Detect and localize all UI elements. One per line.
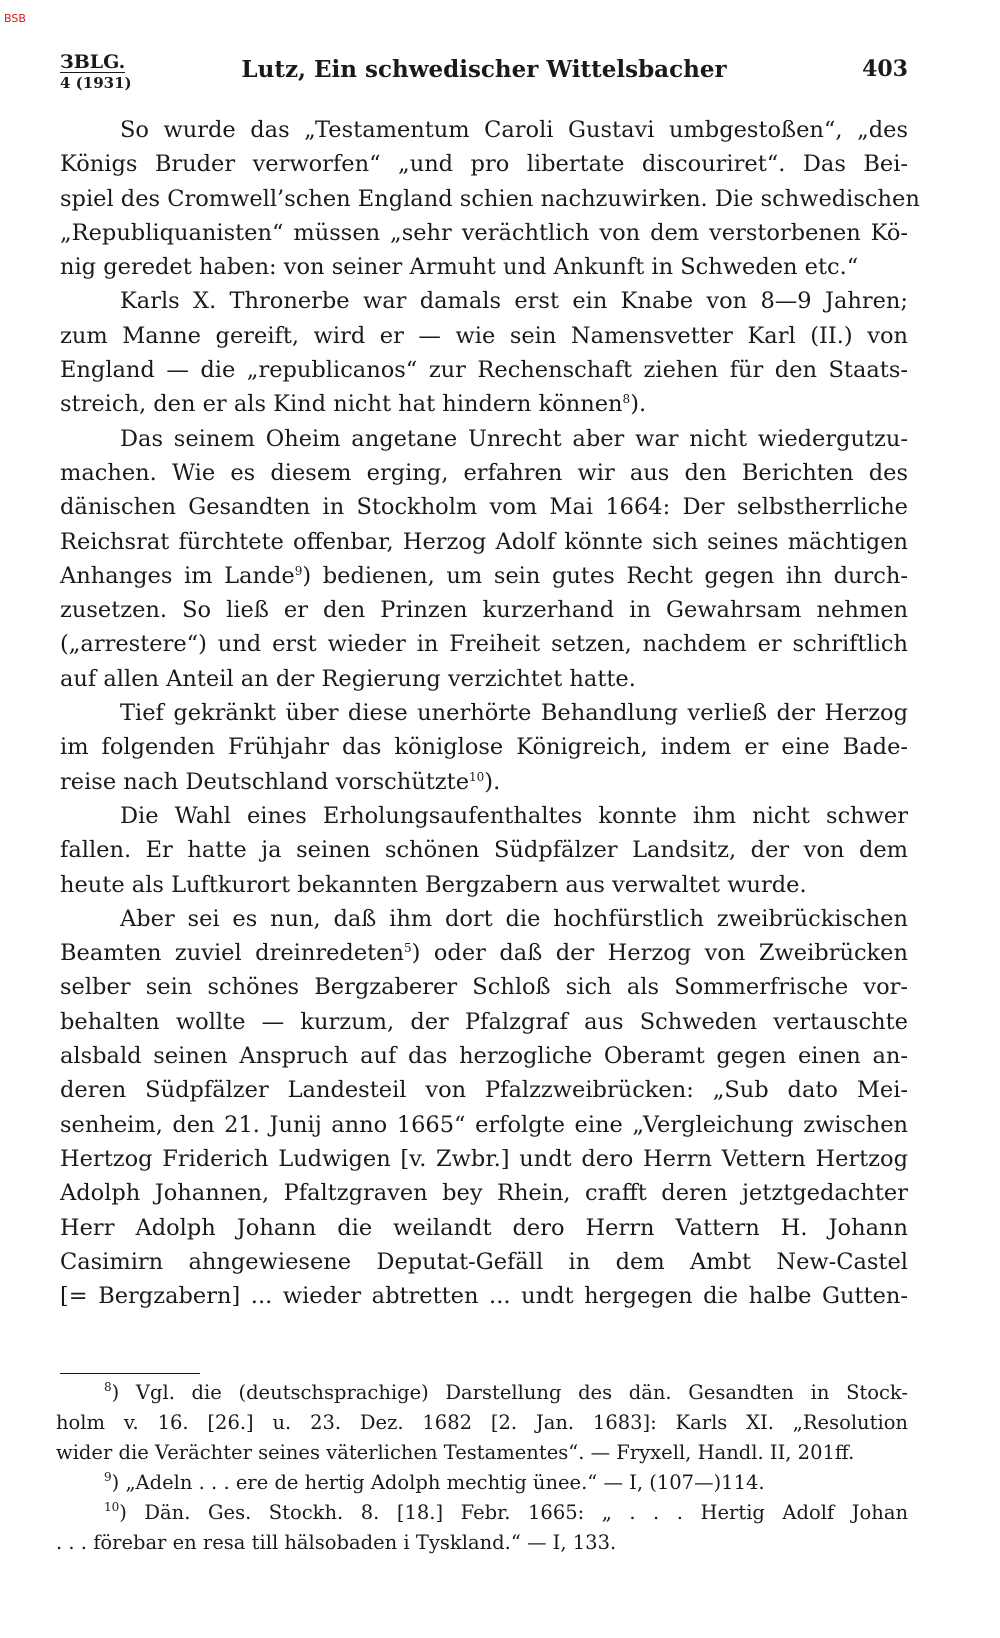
line-text: . . . förebar en resa till hälsobaden i Tyskland.“ — I, 133. [56,1531,617,1554]
line-text: machen. Wie es diesem erging, erfahren wir aus den Berichten des [60,459,908,486]
text-line [60,284,908,318]
text-line [60,902,908,936]
line-text: Anhanges im Lande [60,562,295,589]
footnote-reference: 5 [403,941,412,956]
line-text: spiel des Cromwell’schen England schien nachzuwirken. Die schwedischen [60,185,920,212]
issue-number: 4 (1931) [60,74,132,92]
text-line [60,147,908,181]
line-text: reise nach Deutschland vorschützte [60,768,470,795]
line-text: Casimirn ahngewiesene Deputat-Gefäll in dem Ambt New-Castel [60,1248,908,1275]
line-text-tail: ). [630,391,647,418]
footnote-reference: 10 [469,769,485,784]
line-text: Aber sei es nun, daß ihm dort die hochfürstlich zweibrückischen [120,905,908,932]
text-line [60,250,908,284]
text-line [60,970,908,1004]
footnote-rule [60,1373,200,1374]
footnote-line [56,1468,908,1498]
footnote-line [56,1438,908,1468]
text-line [60,319,908,353]
line-text: So wurde das „Testamentum Caroli Gustavi umbgestoßen“, „des [120,117,908,143]
text-line [60,833,908,867]
page-number: 403 [862,56,908,82]
text-line [60,490,908,524]
footnote-number: 8 [104,1380,112,1394]
text-line [60,353,908,387]
line-text: auf allen Anteil an der Regierung verzichtet hatte. [60,665,636,692]
footnote-line [56,1408,908,1438]
line-text: Das seinem Oheim angetane Unrecht aber war nicht wiedergutzu- [120,425,908,452]
line-text: Tief gekränkt über diese unerhörte Behandlung verließ der Herzog [120,700,908,727]
line-text: wider die Verächter seines väterlichen Testamentes“. — Fryxell, Handl. II, 201ff. [56,1441,855,1464]
line-text: Reichsrat fürchtete offenbar, Herzog Adolf könnte sich seines mächtigen [60,528,908,555]
text-line [60,1279,908,1313]
footnote-marker-paren: ) [119,1501,145,1524]
line-text: Vgl. die (deutschsprachige) Darstellung des dän. Gesandten in Stock- [135,1381,908,1404]
text-line [60,456,908,490]
line-text: „Adeln . . . ere de hertig Adolph mechtig ünee.“ — I, (107—)114. [125,1471,765,1494]
footnote-reference: 9 [294,563,303,578]
line-text: zum Manne gereift, wird er — wie sein Namensvetter Karl (II.) von [60,322,908,349]
line-text: behalten wollte — kurzum, der Pfalzgraf aus Schweden vertauschte [60,1008,908,1035]
text-line [60,662,908,696]
line-text: heute als Luftkurort bekannten Bergzabern aus verwaltet wurde. [60,871,807,898]
line-text: England — die „republicanos“ zur Rechenschaft ziehen für den Staats- [60,357,908,384]
line-text: Dän. Ges. Stockh. 8. [18.] Febr. 1665: „ . . . Hertig Adolf Johan [144,1501,909,1524]
text-line [60,730,908,764]
text-line [60,1176,908,1210]
footnote-line [56,1498,908,1528]
line-text: selber sein schönes Bergzaberer Schloß sich als Sommerfrische vor- [60,974,908,1001]
line-text: „Republiquanisten“ müssen „sehr verächtlich von dem verstorbenen Kö- [60,219,908,246]
line-text: zusetzen. So ließ er den Prinzen kurzerhand in Gewahrsam nehmen [60,597,908,624]
footnote-line [56,1528,908,1558]
text-line [60,559,908,593]
line-text: streich, den er als Kind nicht hat hindern können [60,391,623,418]
text-line [60,799,908,833]
text-line [60,1039,908,1073]
text-line [60,525,908,559]
text-line [60,627,908,661]
running-title: Lutz, Ein schwedischer Wittelsbacher [241,56,727,83]
line-text: fallen. Er hatte ja seinen schönen Südpfälzer Landsitz, der von dem [60,837,908,864]
footnote-reference: 8 [622,392,631,407]
line-text: Herr Adolph Johann die weilandt dero Herrn Vattern H. Johann [60,1214,908,1241]
library-watermark: BSB [4,12,26,25]
line-text: senheim, den 21. Junij anno 1665“ erfolgte eine „Vergleichung zwischen [60,1111,908,1138]
line-text: holm v. 16. [26.] u. 23. Dez. 1682 [2. Jan. 1683]: Karls XI. „Resolution [56,1411,908,1434]
footnote-number: 9 [104,1470,112,1484]
text-line [60,113,908,147]
line-text: im folgenden Frühjahr das königlose Königreich, indem er eine Bade- [60,734,908,761]
journal-abbreviation: ЗВLG. [60,51,126,73]
text-line [60,765,908,799]
line-text-tail: ) oder daß der Herzog von Zweibrücken [411,940,908,967]
line-text: [= Bergzabern] ... wieder abtretten ... undt hergegen die halbe Gutten- [60,1283,908,1310]
line-text: nig geredet haben: von seiner Armuht und Ankunft in Schweden etc.“ [60,254,859,281]
text-line [60,1005,908,1039]
page-header [60,52,908,92]
footnote-marker-paren: ) [111,1381,136,1404]
text-line [60,1245,908,1279]
text-line [60,422,908,456]
footnotes [56,1378,908,1558]
line-text: dänischen Gesandten in Stockholm vom Mai 1664: Der selbstherrliche [60,494,908,521]
line-text: Hertzog Friderich Ludwigen [v. Zwbr.] undt dero Herrn Vettern Hertzog [60,1145,908,1172]
footnote-line [56,1378,908,1408]
line-text: („arrestere“) und erst wieder in Freiheit setzen, nachdem er schriftlich [60,631,908,658]
line-text: Adolph Johannen, Pfaltzgraven bey Rhein, crafft deren jetztgedachter [60,1180,908,1207]
footnote-number: 10 [104,1500,120,1514]
text-line [60,1211,908,1245]
text-line [60,593,908,627]
text-line [60,182,920,216]
line-text-tail: ) bedienen, um sein gutes Recht gegen ihn durch- [302,562,908,589]
line-text: Karls X. Thronerbe war damals erst ein Knabe von 8—9 Jahren; [120,288,908,315]
text-line [60,936,908,970]
text-line [60,216,908,250]
line-text: Beamten zuviel dreinredeten [60,940,404,967]
footnote-marker-paren: ) [111,1471,126,1494]
text-line [60,1108,908,1142]
text-line [60,1142,908,1176]
line-text: alsbald seinen Anspruch auf das herzogliche Oberamt gegen einen an- [60,1043,908,1070]
line-text-tail: ). [484,768,501,795]
text-line [60,387,908,421]
line-text: deren Südpfälzer Landesteil von Pfalzzweibrücken: „Sub dato Mei- [60,1077,908,1104]
text-line [60,1073,908,1107]
line-text: Königs Bruder verworfen“ „und pro libertate discouriret“. Das Bei- [60,151,908,178]
line-text: Die Wahl eines Erholungsaufenthaltes konnte ihm nicht schwer [120,802,908,829]
text-line [60,696,908,730]
body-text [60,113,920,1313]
text-line [60,868,908,902]
